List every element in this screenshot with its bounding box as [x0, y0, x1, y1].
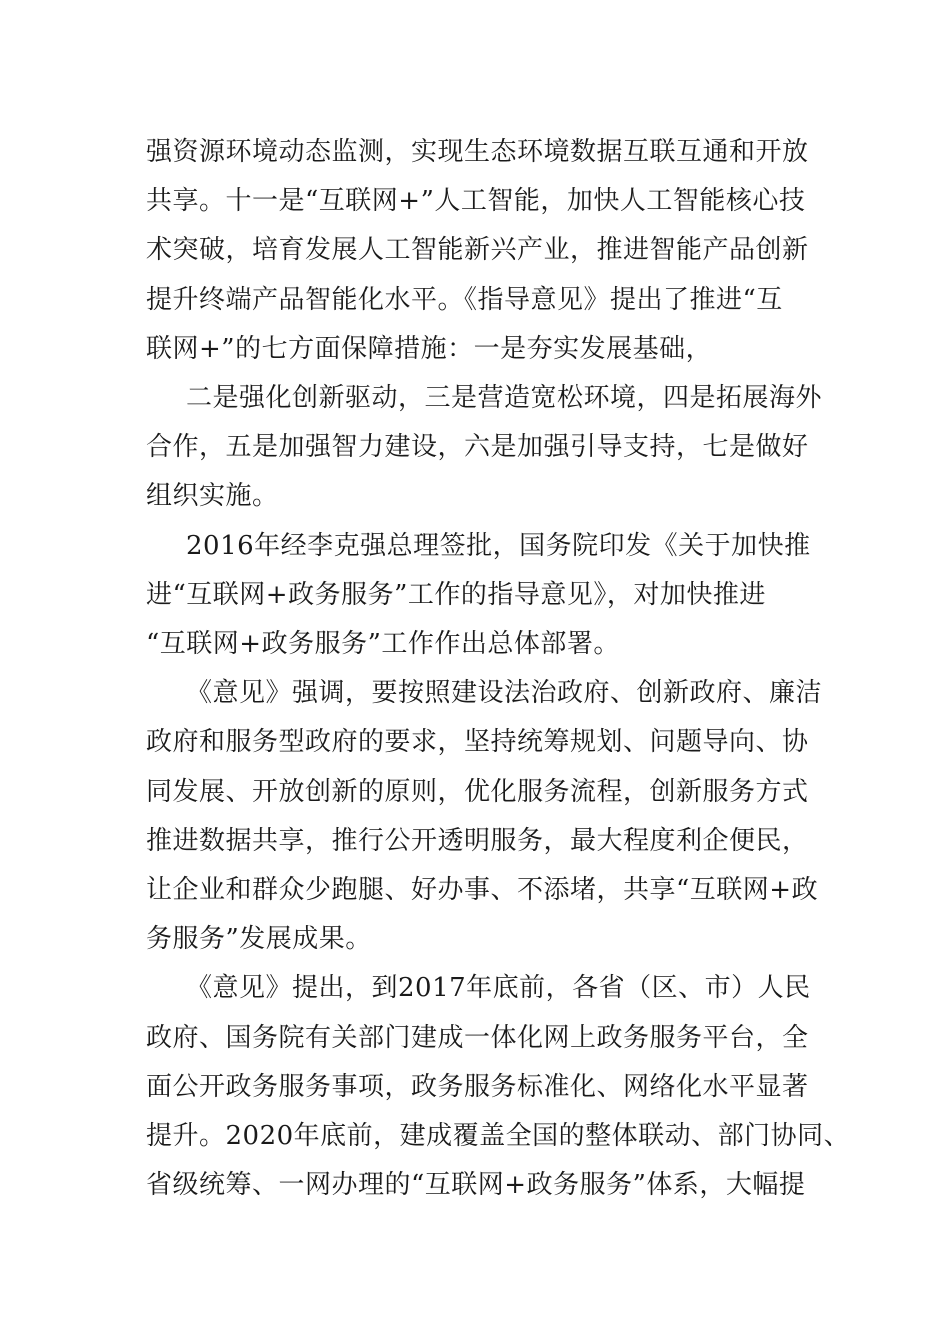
- text-line: 强资源环境动态监测，实现生态环境数据互联互通和开放: [146, 137, 809, 167]
- text-line: 2016年经李克强总理签批，国务院印发《关于加快推: [186, 531, 811, 561]
- text-line: 二是强化创新驱动，三是营造宽松环境，四是拓展海外: [186, 383, 823, 413]
- text-line: 务服务”发展成果。: [146, 924, 372, 954]
- text-line: 《意见》提出，到2017年底前，各省（区、市）人民: [186, 973, 811, 1003]
- text-line: 政府和服务型政府的要求，坚持统筹规划、问题导向、协: [146, 727, 809, 757]
- text-line: 联网+”的七方面保障措施：一是夯实发展基础，: [146, 334, 713, 364]
- text-line: 术突破，培育发展人工智能新兴产业，推进智能产品创新: [146, 235, 809, 265]
- text-line: 同发展、开放创新的原则，优化服务流程，创新服务方式: [146, 777, 809, 807]
- text-line: 进“互联网+政务服务”工作的指导意见》，对加快推进: [146, 580, 766, 610]
- text-line: 政府、国务院有关部门建成一体化网上政务服务平台，全: [146, 1023, 809, 1053]
- text-line: 让企业和群众少跑腿、好办事、不添堵，共享“互联网+政: [146, 875, 819, 905]
- text-line: 《意见》强调，要按照建设法治政府、创新政府、廉洁: [186, 678, 823, 708]
- text-line: 面公开政务服务事项，政务服务标准化、网络化水平显著: [146, 1072, 809, 1102]
- text-line: 合作，五是加强智力建设，六是加强引导支持，七是做好: [146, 432, 809, 462]
- text-line: “互联网+政务服务”工作作出总体部署。: [146, 629, 620, 659]
- text-line: 组织实施。: [146, 481, 279, 511]
- text-line: 省级统筹、一网办理的“互联网+政务服务”体系，大幅提: [146, 1170, 806, 1200]
- text-line: 共享。十一是“互联网+”人工智能，加快人工智能核心技: [146, 186, 806, 216]
- text-line: 提升终端产品智能化水平。《指导意见》提出了推进“互: [146, 285, 783, 315]
- text-line: 提升。2020年底前，建成覆盖全国的整体联动、部门协同、: [146, 1121, 851, 1151]
- text-line: 推进数据共享，推行公开透明服务，最大程度利企便民，: [146, 826, 809, 856]
